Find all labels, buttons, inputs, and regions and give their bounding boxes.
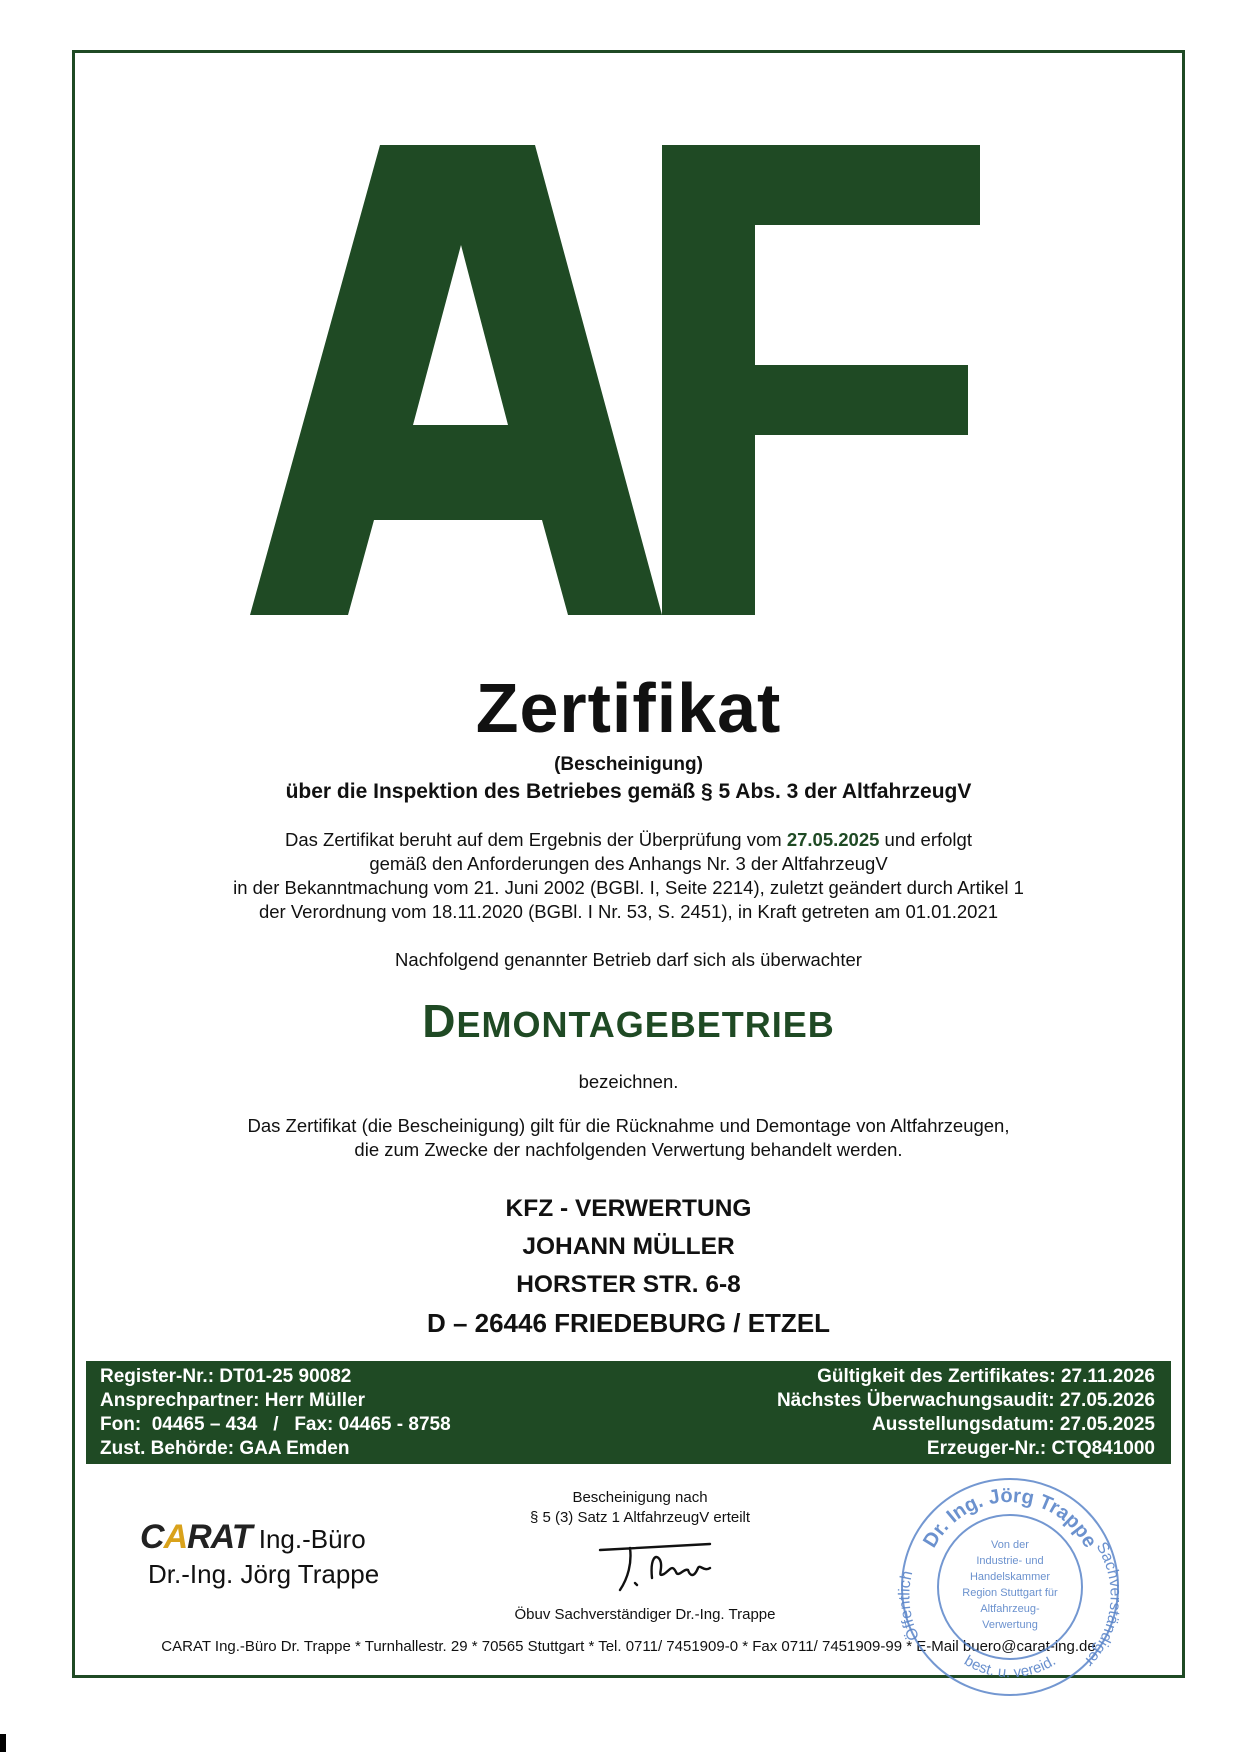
scan-corner-mark [0, 1734, 6, 1752]
authority: Zust. Behörde: GAA Emden [100, 1438, 350, 1459]
next-audit-date: Nächstes Überwachungsaudit: 27.05.2026 [776, 1390, 1155, 1411]
company-city: D – 26446 FRIEDEBURG / ETZEL [426, 1308, 831, 1338]
designate-text: bezeichnen. [578, 1071, 679, 1092]
producer-number: Erzeuger-Nr.: CTQ841000 [926, 1438, 1155, 1459]
svg-text:Sachverständiger [1080, 1539, 1123, 1670]
phone-fax: Fon: 04465 – 434 / Fax: 04465 - 8758 [100, 1414, 451, 1435]
certificate-title: Zertifikat [475, 669, 782, 747]
stamp-inner-line-6: Verwertung [982, 1619, 1038, 1631]
stamp-inner-line-5: Altfahrzeug- [980, 1603, 1040, 1615]
signature [590, 1538, 750, 1598]
validity-date: Gültigkeit des Zertifikates: 27.11.2026 [817, 1366, 1155, 1387]
issue-date: Ausstellungsdatum: 27.05.2025 [872, 1414, 1155, 1435]
af-logo-letter-f [662, 145, 980, 615]
stamp-text-bottom: best. u. vereid. [961, 1652, 1059, 1682]
company-owner: JOHANN MÜLLER [522, 1233, 735, 1260]
company-address [72, 1190, 1185, 1342]
stamp-text-left: Öffentlich [896, 1569, 924, 1643]
stamp-inner-line-1: Von der [991, 1539, 1029, 1551]
svg-text:Öffentlich [896, 1569, 923, 1643]
footer-contact: CARAT Ing.-Büro Dr. Trappe * Turnhallestr. 29 * 70565 Stuttgart * Tel. 0711/ 7451909-0 * Fax 0711/ 7451909-99 * E-Mail buero@carat-ing.de [161, 1638, 1096, 1655]
intro-text: Nachfolgend genannter Betrieb darf sich als überwachter [395, 949, 862, 970]
stamp-inner-line-4: Region Stuttgart für [962, 1587, 1058, 1599]
official-stamp [895, 1472, 1125, 1702]
signer-title: Öbuv Sachverständiger Dr.-Ing. Trappe [514, 1606, 776, 1623]
stamp-text-top: Dr. Ing. Jörg Trappe [919, 1484, 1101, 1552]
af-logo [250, 145, 990, 615]
contact-person: Ansprechpartner: Herr Müller [100, 1390, 366, 1411]
register-number: Register-Nr.: DT01-25 90082 [100, 1366, 352, 1387]
company-street: HORSTER STR. 6-8 [516, 1271, 741, 1298]
certificate-subtitle: (Bescheinigung) [554, 754, 703, 775]
scope-paragraph: Das Zertifikat (die Bescheinigung) gilt für die Rücknahme und Demontage von Altfahrzeugen, die zum Zwecke der nachfolgenden Verwertung behandelt werden. [247, 1115, 1010, 1160]
af-logo-letter-a [250, 145, 662, 615]
certification-note: Bescheinigung nach § 5 (3) Satz 1 AltfahrzeugV erteilt [529, 1489, 751, 1526]
business-role: DEMONTAGEBETRIEB [422, 995, 835, 1047]
stamp-inner-line-3: Handelskammer [969, 1571, 1051, 1583]
audit-date: 27.05.2025 [786, 829, 880, 850]
certificate-scope-heading: über die Inspektion des Betriebes gemäß § 5 Abs. 3 der AltfahrzeugV [285, 780, 972, 803]
svg-text:best. u. vereid. [961, 1652, 1059, 1681]
issuer-logo: CARAT Ing.-Büro Dr.-Ing. Jörg Trappe [140, 1518, 380, 1589]
issuer-name: Dr.-Ing. Jörg Trappe [148, 1559, 380, 1589]
company-type: KFZ - VERWERTUNG [505, 1195, 752, 1222]
certificate-info-bar [86, 1361, 1171, 1464]
stamp-inner-line-2: Industrie- und [976, 1555, 1044, 1567]
stamp-text-right: Sachverständiger [1080, 1539, 1124, 1670]
legal-basis-paragraph: Das Zertifikat beruht auf dem Ergebnis der Überprüfung vom 27.05.2025 und erfolgt gemäß den Anforderungen des Anhangs Nr. 3 der AltfahrzeugV in der Bekanntmachung vom 21. Juni 2002 (BGBl. I, Seite 2214), zuletzt geändert durch Artikel 1 der Verordnung vom 18.11.2020 (BGBl. I Nr. 53, S. 2451), in Kraft getreten am 01.01.2021 [233, 829, 1024, 922]
